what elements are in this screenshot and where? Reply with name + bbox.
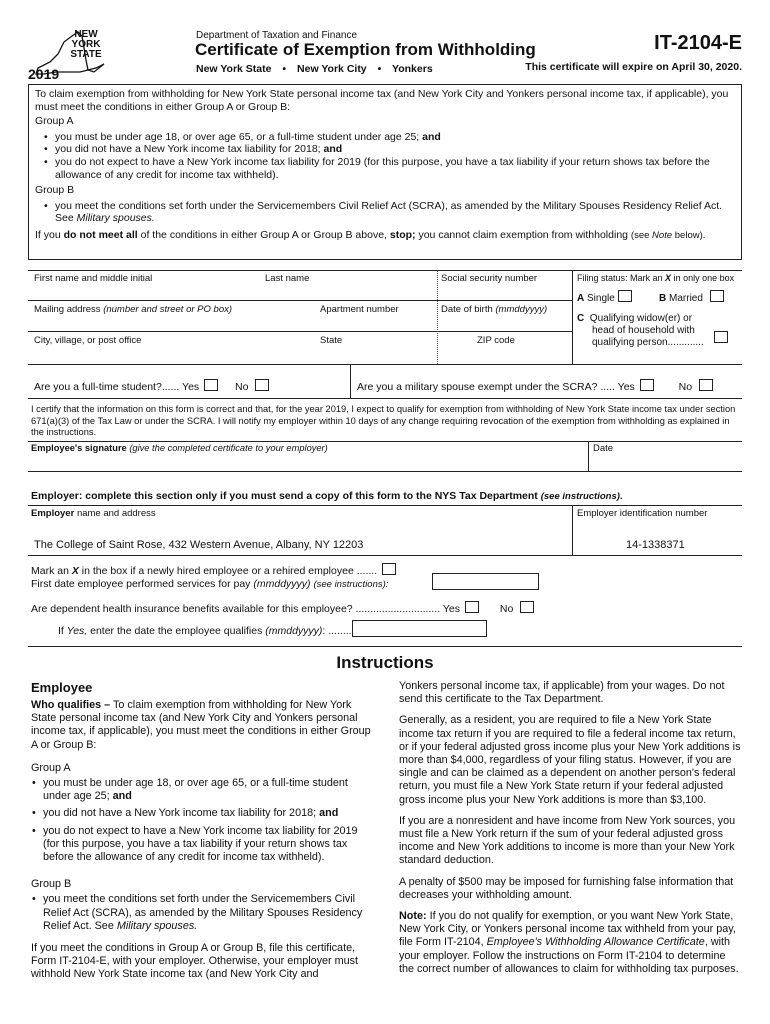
military-spouse-question: Are you a military spouse exempt under the SCRA? ..... Yes No <box>357 379 713 393</box>
expiration-notice: This certificate will expire on April 30, 2020. <box>525 61 742 73</box>
new-hire-row: Mark an X in the box if a newly hired employee or a rehired employee ....... <box>31 563 396 577</box>
student-no-checkbox[interactable] <box>255 379 269 391</box>
instr-group-b-label: Group B <box>31 878 72 891</box>
intro-group-b-label: Group B <box>35 184 75 197</box>
instr-group-b-list <box>31 893 376 933</box>
qualify-date-row: If Yes, enter the date the employee qualifies (mmddyyyy): ........ <box>58 625 352 637</box>
instr-left-last: If you meet the conditions in Group A or Group B, file this certificate, Form IT-2104-E, with your employer. Otherwise, your employer must withhold New York State income tax (and New York City and <box>31 942 359 981</box>
employer-name-label: Employer name and address <box>31 508 156 519</box>
list-item: • you meet the conditions set forth under the Servicemembers Civil Relief Act (SCRA), as amended by the Military Spouses Residency Relief Act. See Military spouses. <box>31 893 376 933</box>
list-item: • you do not expect to have a New York income tax liability for 2019 (for this purpose, you have a tax liability if your return shows tax before the allowance of any credit for income tax withheld). <box>31 825 376 865</box>
instructions-title: Instructions <box>336 653 434 672</box>
intro-group-a-list <box>43 131 735 181</box>
list-item: • you did not have a New York income tax liability for 2018; and <box>43 143 735 156</box>
health-benefits-row: Are dependent health insurance benefits available for this employee? ............................. Yes No <box>31 601 534 615</box>
mailing-address-field[interactable]: Mailing address (number and street or PO box) <box>34 304 233 315</box>
form-title: Certificate of Exemption from Withholding <box>195 40 536 59</box>
jurisdiction-yonkers: Yonkers <box>392 63 433 75</box>
qualify-date-input[interactable] <box>352 620 487 637</box>
signature-field[interactable]: Employee's signature (give the completed certificate to your employer) <box>31 443 328 453</box>
first-date-input[interactable] <box>432 573 539 590</box>
logo-state-text <box>66 30 106 60</box>
filing-status-title: Filing status: Mark an X in only one box <box>577 273 735 283</box>
ein-label: Employer identification number <box>577 508 708 519</box>
ein-value[interactable]: 14-1338371 <box>626 539 685 551</box>
city-field[interactable]: City, village, or post office <box>34 335 142 346</box>
military-no-checkbox[interactable] <box>699 379 713 391</box>
instr-note: Note: If you do not qualify for exemption, or you want New York State, New York City, or Yonkers personal income tax withheld from your pay, file Form IT-2104, Employee's Withholding Allowance Certificate, with your employer. Follow the instructions on Form IT-2104 to determine the correct number of allowances to claim for withholding tax purposes. <box>399 910 739 975</box>
list-item: • you meet the conditions set forth under the Servicemembers Civil Relief Act (SCRA), as amended by the Military Spouses Residency Relief Act. See Military spouses. <box>43 200 735 225</box>
zip-field[interactable]: ZIP code <box>477 335 515 346</box>
jurisdiction-nyc: New York City <box>297 63 367 75</box>
married-checkbox[interactable] <box>710 290 724 302</box>
certification-text: I certify that the information on this form is correct and that, for the year 2019, I expect to qualify for exemption from withholding of New York State income tax under section 671(a)(3) of the Tax Law or under the SCRA. I will notify my employer within 10 days of any change requiring revocation of the exemption from withholding as explained in the instructions. <box>31 404 736 438</box>
filing-status-qualifying-widow[interactable]: C Qualifying widow(er) or head of household with qualifying person............. <box>577 313 704 348</box>
student-yes-checkbox[interactable] <box>204 379 218 391</box>
state-field[interactable]: State <box>320 335 343 346</box>
list-item: • you must be under age 18, or over age 65, or a full-time student under age 25; and <box>43 131 735 144</box>
employer-heading: Employer: complete this section only if you must send a copy of this form to the NYS Tax Department (see instructions). <box>31 490 623 502</box>
date-field[interactable]: Date <box>593 443 614 454</box>
intro-warning: If you do not meet all of the conditions in either Group A or Group B above, stop; you cannot claim exemption from withholding (see Note below). <box>35 228 706 241</box>
jurisdiction-nys: New York State <box>196 63 272 75</box>
health-yes-checkbox[interactable] <box>465 601 479 613</box>
dob-field[interactable]: Date of birth (mmddyyyy) <box>441 304 548 315</box>
logo-year: 2019 <box>28 66 60 82</box>
qualifying-widow-checkbox[interactable] <box>714 331 728 343</box>
instr-group-a-list <box>31 777 376 864</box>
filing-status-single[interactable]: A Single <box>577 290 632 304</box>
instr-group-a-label: Group A <box>31 761 71 774</box>
first-name-field[interactable]: First name and middle initial <box>34 273 153 284</box>
employee-heading: Employee <box>31 680 93 695</box>
logo-line-2: YORK <box>71 39 101 50</box>
logo-line-3: STATE <box>70 49 102 60</box>
jurisdictions: New York State • New York City • Yonkers <box>196 63 433 75</box>
intro-group-b-list <box>43 200 735 225</box>
who-qualifies: Who qualifies – To claim exemption from withholding for New York State personal income tax (and New York City and Yonkers personal income tax, if applicable), you must meet the conditions in either Group A or Group B: <box>31 699 371 751</box>
student-question: Are you a full-time student?...... Yes No <box>34 379 269 393</box>
list-item: • you must be under age 18, or over age 65, or a full-time student under age 25; and <box>31 777 376 803</box>
logo-line-1: NEW <box>74 29 98 40</box>
filing-status-married[interactable]: B Married <box>659 290 724 304</box>
intro-text: To claim exemption from withholding for New York State personal income tax (and New York City and Yonkers personal income tax, if applicable), you must meet the conditions in either Group A or Group B: <box>35 88 729 113</box>
military-yes-checkbox[interactable] <box>640 379 654 391</box>
last-name-field[interactable]: Last name <box>265 273 310 284</box>
health-no-checkbox[interactable] <box>520 601 534 613</box>
apartment-field[interactable]: Apartment number <box>320 304 399 315</box>
intro-group-a-label: Group A <box>35 115 74 128</box>
instr-right-p3: If you are a nonresident and have income from New York sources, you must file a New York return if the sum of your federal adjusted gross income and New York additions to income is more than your New York standard deduction. <box>399 814 736 867</box>
single-checkbox[interactable] <box>618 290 632 302</box>
instr-right-p2: Generally, as a resident, you are required to file a New York State income tax return if you are required to file a federal income tax return, or if your federal adjusted gross income plus your New York additions is more than $4,000, regardless of your filing status. However, if you are single and can be claimed as a dependent on another person's federal return, you must file a New York State return if your federal adjusted gross income plus your New York additions is more than $3,100. <box>399 714 741 806</box>
intro-box <box>28 84 742 260</box>
list-item: • you did not have a New York income tax liability for 2018; and <box>31 807 376 820</box>
employer-name-value[interactable]: The College of Saint Rose, 432 Western Avenue, Albany, NY 12203 <box>34 539 364 551</box>
first-date-row: First date employee performed services for pay (mmddyyyy) (see instructions): <box>31 578 389 590</box>
form-number: IT-2104-E <box>654 32 742 54</box>
department-name: Department of Taxation and Finance <box>196 30 358 41</box>
instructions-right-column <box>399 680 741 984</box>
instr-right-p1: Yonkers personal income tax, if applicable) from your wages. Do not send this certificate to the Tax Department. <box>399 680 725 706</box>
instr-right-p4: A penalty of $500 may be imposed for furnishing false information that decreases your withholding amount. <box>399 875 734 901</box>
list-item: • you do not expect to have a New York income tax liability for 2019 (for this purpose, you have a tax liability if your return shows tax before the allowance of any credit for income tax withheld). <box>43 156 735 181</box>
new-hire-checkbox[interactable] <box>382 563 396 575</box>
instructions-left-column <box>31 680 376 990</box>
ssn-field[interactable]: Social security number <box>441 273 538 284</box>
